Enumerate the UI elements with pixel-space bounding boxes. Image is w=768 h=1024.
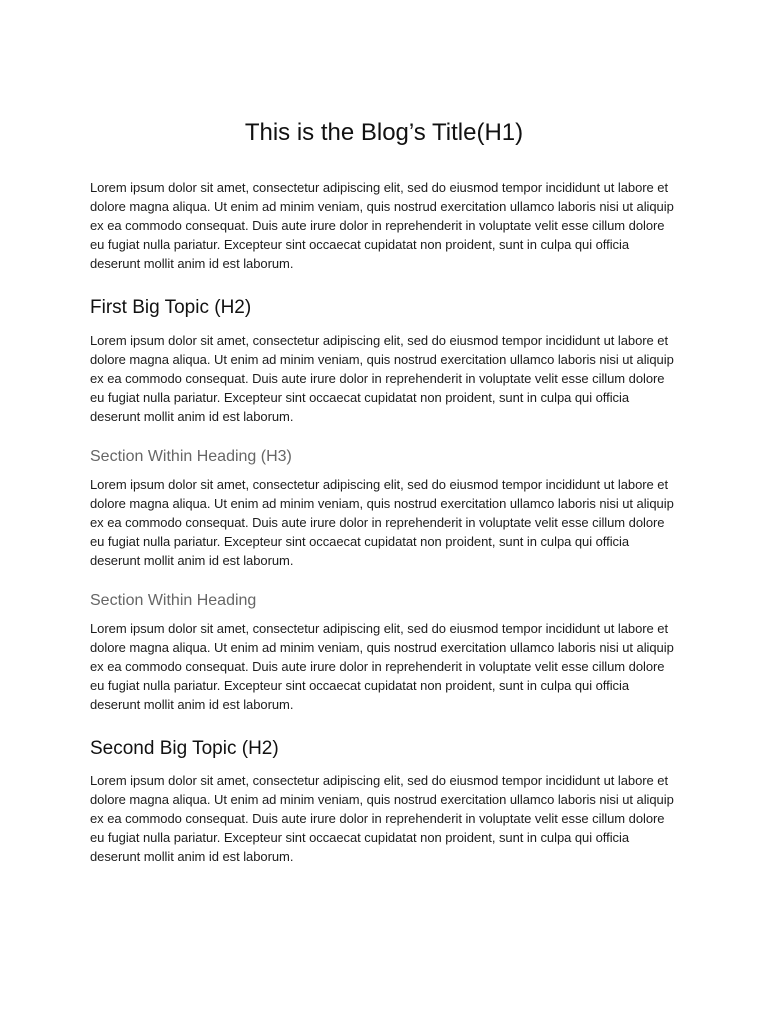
second-big-topic-paragraph: Lorem ipsum dolor sit amet, consectetur adipiscing elit, sed do eiusmod tempor incididunt ut labore et dolore magna aliqua. Ut enim ad minim veniam, quis nostrud exercitation ullamco laboris nisi ut aliquip ex ea commodo consequat. Duis aute irure dolor in reprehenderit in voluptate velit esse cillum dolore eu fugiat nulla pariatur. Excepteur sint occaecat cupidatat non proident, sunt in culpa qui officia deserunt mollit anim id est laborum. — [90, 773, 674, 864]
blog-title: This is the Blog’s Title(H1) — [244, 119, 524, 146]
intro-paragraph: Lorem ipsum dolor sit amet, consectetur adipiscing elit, sed do eiusmod tempor incididunt ut labore et dolore magna aliqua. Ut enim ad minim veniam, quis nostrud exercitation ullamco laboris nisi ut aliquip ex ea commodo consequat. Duis aute irure dolor in reprehenderit in voluptate velit esse cillum dolore eu fugiat nulla pariatur. Excepteur sint occaecat cupidatat non proident, sunt in culpa qui officia deserunt mollit anim id est laborum. — [90, 180, 674, 271]
first-big-topic-paragraph: Lorem ipsum dolor sit amet, consectetur adipiscing elit, sed do eiusmod tempor incididunt ut labore et dolore magna aliqua. Ut enim ad minim veniam, quis nostrud exercitation ullamco laboris nisi ut aliquip ex ea commodo consequat. Duis aute irure dolor in reprehenderit in voluptate velit esse cillum dolore eu fugiat nulla pariatur. Excepteur sint occaecat cupidatat non proident, sunt in culpa qui officia deserunt mollit anim id est laborum. — [90, 333, 674, 424]
section-within-paragraph: Lorem ipsum dolor sit amet, consectetur adipiscing elit, sed do eiusmod tempor incididunt ut labore et dolore magna aliqua. Ut enim ad minim veniam, quis nostrud exercitation ullamco laboris nisi ut aliquip ex ea commodo consequat. Duis aute irure dolor in reprehenderit in voluptate velit esse cillum dolore eu fugiat nulla pariatur. Excepteur sint occaecat cupidatat non proident, sunt in culpa qui officia deserunt mollit anim id est laborum. — [90, 621, 674, 712]
section-within-heading: Section Within Heading — [90, 592, 257, 609]
second-big-topic-heading: Second Big Topic (H2) — [90, 738, 279, 759]
section-h3-paragraph: Lorem ipsum dolor sit amet, consectetur adipiscing elit, sed do eiusmod tempor incididunt ut labore et dolore magna aliqua. Ut enim ad minim veniam, quis nostrud exercitation ullamco laboris nisi ut aliquip ex ea commodo consequat. Duis aute irure dolor in reprehenderit in voluptate velit esse cillum dolore eu fugiat nulla pariatur. Excepteur sint occaecat cupidatat non proident, sunt in culpa qui officia deserunt mollit anim id est laborum. — [90, 477, 674, 568]
first-big-topic-heading: First Big Topic (H2) — [90, 297, 252, 318]
section-h3-heading: Section Within Heading (H3) — [90, 448, 292, 465]
